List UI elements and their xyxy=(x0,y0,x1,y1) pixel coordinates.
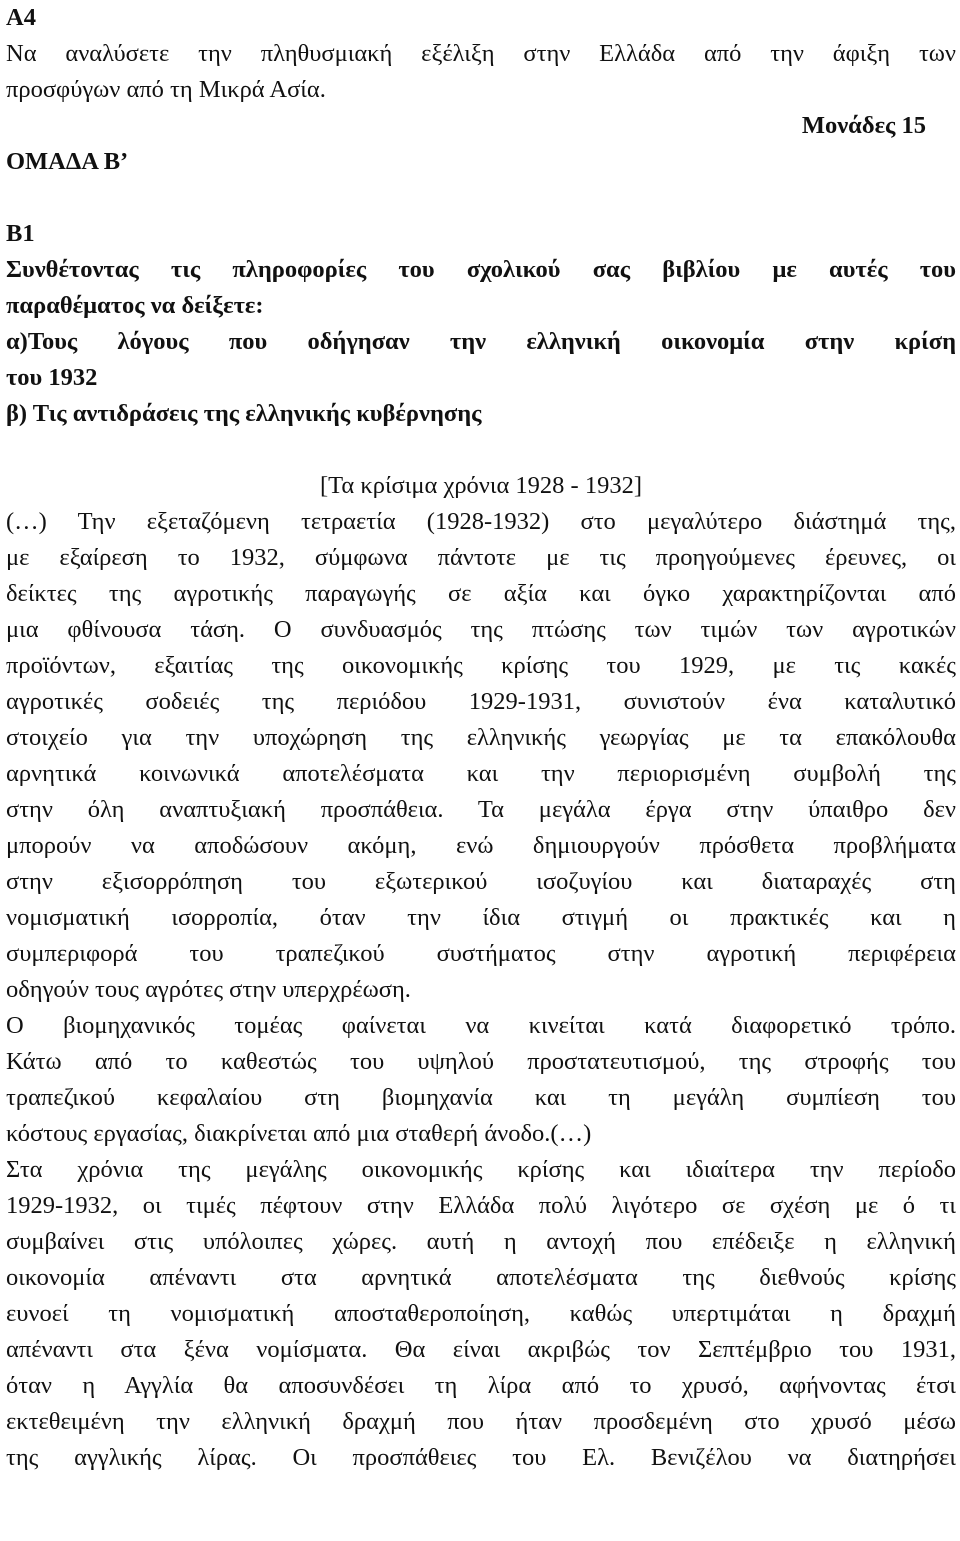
source-line: αρνητικά κοινωνικά αποτελέσματα και την περιορισμένη συμβολή της xyxy=(6,760,956,787)
source-line: συμπεριφορά του τραπεζικού συστήματος στην αγροτική περιφέρεια xyxy=(6,940,956,967)
source-line: 1929-1932, οι τιμές πέφτουν στην Ελλάδα πολύ λιγότερο σε σχέση με ό τι xyxy=(6,1192,956,1219)
source-line: μπορούν να αποδώσουν ακόμη, ενώ δημιουργούν πρόσθετα προβλήματα xyxy=(6,832,956,859)
source-line: αγροτικές σοδειές της περιόδου 1929-1931, συνιστούν ένα καταλυτικό xyxy=(6,688,956,715)
source-line: οικονομία απέναντι στα αρνητικά αποτελέσματα της διεθνούς κρίσης xyxy=(6,1264,956,1291)
b1-question-line: Συνθέτοντας τις πληροφορίες του σχολικού σας βιβλίου με αυτές του xyxy=(6,256,956,283)
source-line: μια φθίνουσα τάση. Ο συνδυασμός της πτώσης των τιμών των αγροτικών xyxy=(6,616,956,643)
b1-question-line: β) Τις αντιδράσεις της ελληνικής κυβέρνησης xyxy=(6,400,482,427)
source-line: οδηγούν τους αγρότες στην υπερχρέωση. xyxy=(6,976,411,1003)
source-line: στην εξισορρόπηση του εξωτερικού ισοζυγίου και διαταραχές στη xyxy=(6,868,956,895)
document-page xyxy=(6,0,956,1476)
source-line: Στα χρόνια της μεγάλης οικονομικής κρίσης και ιδιαίτερα την περίοδο xyxy=(6,1156,956,1183)
source-line: απέναντι στα ξένα νομίσματα. Θα είναι ακριβώς τον Σεπτέμβριο του 1931, xyxy=(6,1336,956,1363)
b1-question-line: παραθέματος να δείξετε: xyxy=(6,292,264,319)
b1-question-line: του 1932 xyxy=(6,364,98,391)
source-line: Ο βιομηχανικός τομέας φαίνεται να κινείται κατά διαφορετικό τρόπο. xyxy=(6,1012,956,1039)
source-line: της αγγλικής λίρας. Οι προσπάθειες του Ελ. Βενιζέλου να διατηρήσει xyxy=(6,1444,956,1471)
source-line: εκτεθειμένη την ελληνική δραχμή που ήταν προσδεμένη στο χρυσό μέσω xyxy=(6,1408,956,1435)
source-line: νομισματική ισορροπία, όταν την ίδια στιγμή οι πρακτικές και η xyxy=(6,904,956,931)
spacer xyxy=(6,432,956,468)
source-line: στοιχείο για την υποχώρηση της ελληνικής γεωργίας με τα επακόλουθα xyxy=(6,724,956,751)
source-line: συμβαίνει στις υπόλοιπες χώρες. αυτή η αντοχή που επέδειξε η ελληνική xyxy=(6,1228,956,1255)
source-line: με εξαίρεση το 1932, σύμφωνα πάντοτε με τις προηγούμενες έρευνες, οι xyxy=(6,544,956,571)
source-line: όταν η Αγγλία θα αποσυνδέσει τη λίρα από το χρυσό, αφήνοντας έτσι xyxy=(6,1372,956,1399)
a4-question-line: Να αναλύσετε την πληθυσμιακή εξέλιξη στην Ελλάδα από την άφιξη των xyxy=(6,40,956,67)
source-line: δείκτες της αγροτικής παραγωγής σε αξία και όγκο χαρακτηρίζονται από xyxy=(6,580,956,607)
group-b-heading: ΟΜΑΔΑ Β’ xyxy=(6,148,129,175)
section-a4-heading: Α4 xyxy=(6,4,36,31)
source-text xyxy=(6,504,956,1476)
source-title: [Τα κρίσιμα χρόνια 1928 - 1932] xyxy=(319,472,642,499)
source-line: ευνοεί τη νομισματική αποσταθεροποίηση, καθώς υπερτιμάται η δραχμή xyxy=(6,1300,956,1327)
section-b1-heading: Β1 xyxy=(6,220,35,247)
a4-question-line: προσφύγων από τη Μικρά Ασία. xyxy=(6,76,326,103)
source-line: τραπεζικού κεφαλαίου στη βιομηχανία και τη μεγάλη συμπίεση του xyxy=(6,1084,956,1111)
a4-marks: Μονάδες 15 xyxy=(801,112,926,139)
source-line: (…) Την εξεταζόμενη τετραετία (1928-1932) στο μεγαλύτερο διάστημά της, xyxy=(6,508,956,535)
spacer xyxy=(6,180,956,216)
source-line: προϊόντων, εξαιτίας της οικονομικής κρίσης του 1929, με τις κακές xyxy=(6,652,956,679)
source-line: κόστους εργασίας, διακρίνεται από μια σταθερή άνοδο.(…) xyxy=(6,1120,592,1147)
source-line: Κάτω από το καθεστώς του υψηλού προστατευτισμού, της στροφής του xyxy=(6,1048,956,1075)
b1-question-line: α)Τους λόγους που οδήγησαν την ελληνική οικονομία στην κρίση xyxy=(6,328,956,355)
source-line: στην όλη αναπτυξιακή προσπάθεια. Τα μεγάλα έργα στην ύπαιθρο δεν xyxy=(6,796,956,823)
